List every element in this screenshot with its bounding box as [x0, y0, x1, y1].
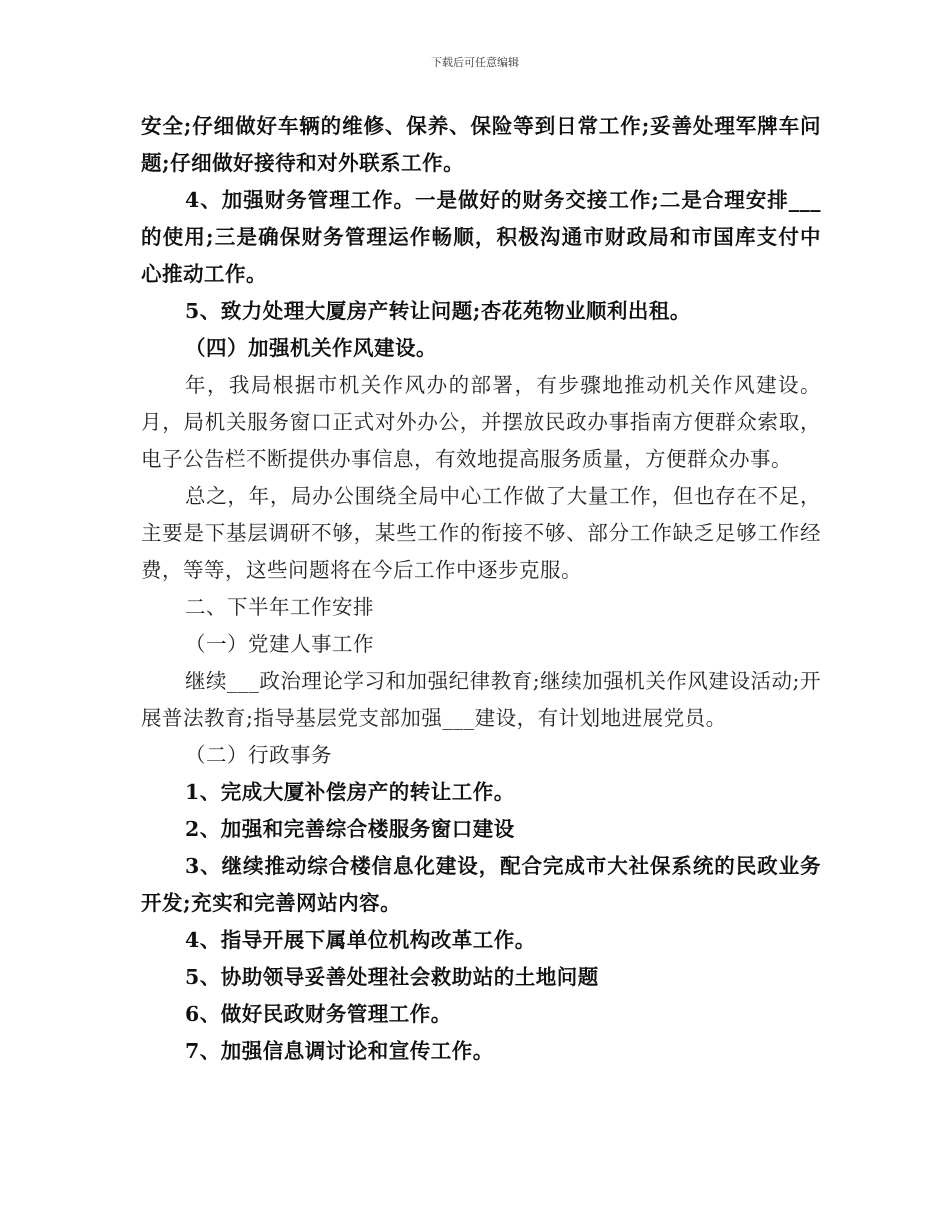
list-item-4: 4、指导开展下属单位机构改革工作。	[185, 928, 536, 952]
paragraph-work-style: 年，我局根据市机关作风办的部署，有步骤地推动机关作风建设。月，局机关服务窗口正式对外办公，并摆放民政办事指南方便群众索取，电子公告栏不断提供办事信息，有效地提高服务质量，方便群众办事。	[141, 373, 821, 471]
page-header: 下载后可任意编辑	[431, 56, 519, 69]
paragraph-1: 安全;仔细做好车辆的维修、保养、保险等到日常工作;妥善处理军牌车问题;仔细做好接待和对外联系工作。	[141, 114, 821, 175]
list-item-5: 5、协助领导妥善处理社会救助站的土地问题	[185, 965, 599, 989]
paragraph-finance: 4、加强财务管理工作。一是做好的财务交接工作;二是合理安排___的使用;三是确保财务管理运作畅顺，积极沟通市财政局和市国库支付中心推动工作。	[141, 188, 821, 286]
paragraph-property: 5、致力处理大厦房产转让问题;杏花苑物业顺利出租。	[185, 299, 691, 323]
document-body	[141, 108, 821, 1070]
section-heading-2: 二、下半年工作安排	[185, 595, 374, 619]
paragraph-summary: 总之，年，局办公围绕全局中心工作做了大量工作，但也存在不足，主要是下基层调研不够，某些工作的衔接不够、部分工作缺乏足够工作经费，等等，这些问题将在今后工作中逐步克服。	[141, 484, 821, 582]
subsection-heading-2: （二）行政事务	[185, 743, 332, 767]
list-item-3: 3、继续推动综合楼信息化建设，配合完成市大社保系统的民政业务开发;充实和完善网站内容。	[141, 854, 821, 915]
list-item-7: 7、加强信息调讨论和宣传工作。	[185, 1039, 494, 1063]
list-item-1: 1、完成大厦补偿房产的转让工作。	[185, 780, 515, 804]
paragraph-party: 继续___政治理论学习和加强纪律教育;继续加强机关作风建设活动;开展普法教育;指导基层党支部加强___建设，有计划地进展党员。	[141, 669, 821, 730]
subsection-heading-1: （一）党建人事工作	[185, 632, 374, 656]
list-item-2: 2、加强和完善综合楼服务窗口建设	[185, 817, 515, 841]
list-item-6: 6、做好民政财务管理工作。	[185, 1002, 452, 1026]
section-heading-4: （四）加强机关作风建设。	[185, 336, 437, 360]
